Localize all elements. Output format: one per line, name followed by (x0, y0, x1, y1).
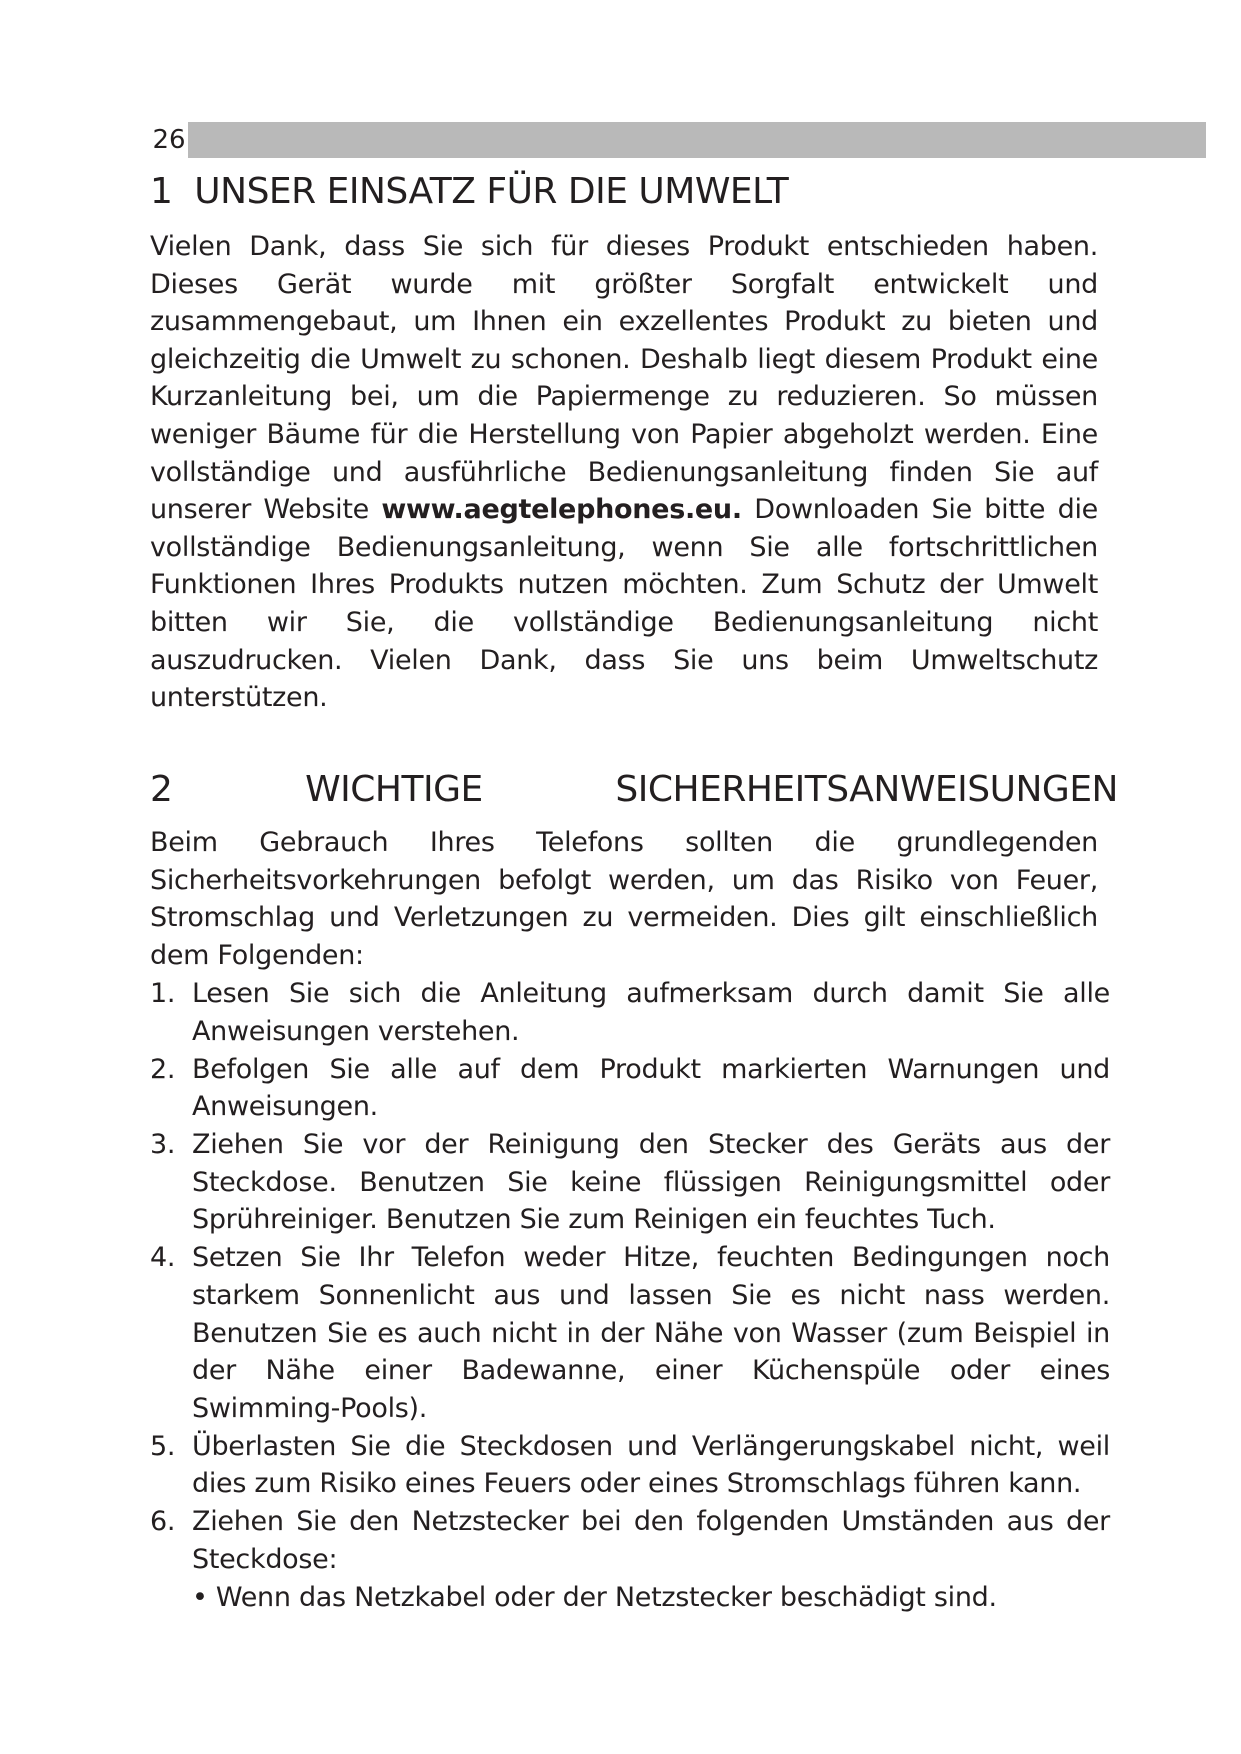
section-2-title-word-2: SICHERHEITSANWEISUNGEN (615, 769, 1118, 810)
section-1-body (150, 228, 1098, 717)
section-2-intro: Beim Gebrauch Ihres Telefons sollten die grundlegenden Sicherheitsvorkehrungen befolgt werden, um das Risiko von Feuer, Stromschlag und Verletzungen zu vermeiden. Dies gilt einschließlich dem Folgenden: (150, 827, 1098, 971)
section-2-number: 2 (150, 769, 173, 810)
header-bar (150, 122, 1206, 158)
section-1-title: UNSER EINSATZ FÜR DIE UMWELT (194, 171, 789, 212)
list-item-text: Befolgen Sie alle auf dem Produkt markierten Warnungen und Anweisungen. (192, 1053, 1110, 1123)
list-item-number: 2. (150, 1053, 176, 1085)
section-1-text-before-link: Vielen Dank, dass Sie sich für dieses Produkt entschieden haben. Dieses Gerät wurde mit größter Sorgfalt entwickelt und zusammengebaut, um Ihnen ein exzellentes Produkt zu bieten und gleichzeitig die Umwelt zu schonen. Deshalb liegt diesem Produkt eine Kurzanleitung bei, um die Papiermenge zu reduzieren. So müssen weniger Bäume für die Herstellung von Papier abgeholzt werden. Eine vollständige und ausführliche Bedienungsanleitung finden Sie auf unserer Website (150, 231, 1098, 526)
list-item-text: Lesen Sie sich die Anleitung aufmerksam durch damit Sie alle Anweisungen verstehen. (192, 978, 1110, 1047)
list-item-number: 1. (150, 978, 176, 1009)
list-item-number: 3. (150, 1129, 176, 1161)
list-item (150, 1428, 1110, 1503)
list-item-text: Ziehen Sie vor der Reinigung den Stecker des Geräts aus der Steckdose. Benutzen Sie keine flüssigen Reinigungsmittel oder Sprühreiniger. Benutzen Sie zum Reinigen ein feuchtes Tuch. (192, 1129, 1110, 1236)
section-1-number: 1 (150, 171, 173, 212)
list-item-number: 5. (150, 1430, 176, 1462)
list-item (150, 1126, 1110, 1239)
section-2-title-word-1: WICHTIGE (305, 769, 483, 810)
list-item (150, 1503, 1110, 1578)
list-item-text: Setzen Sie Ihr Telefon weder Hitze, feuchten Bedingungen noch starkem Sonnenlicht aus und lassen Sie es nicht nass werden. Benutzen Sie es auch nicht in der Nähe von Wasser (zum Beispiel in der Nähe einer Badewanne, einer Küchenspüle oder eines Swimming-Pools). (192, 1242, 1110, 1424)
section-1-heading (150, 170, 1120, 214)
bullet-item: • Wenn das Netzkabel oder der Netzstecker beschädigt sind. (192, 1581, 997, 1613)
safety-instructions-list (150, 975, 1110, 1617)
list-item (150, 975, 1110, 1050)
list-item-text: Ziehen Sie den Netzstecker bei den folgenden Umständen aus der Steckdose: (192, 1506, 1110, 1575)
list-item-text: Überlasten Sie die Steckdosen und Verlängerungskabel nicht, weil dies zum Risiko eines Feuers oder eines Stromschlags führen kann. (192, 1430, 1110, 1500)
list-item (150, 1051, 1110, 1126)
section-1-text-after-link: Downloaden Sie bitte die vollständige Bedienungsanleitung, wenn Sie alle fortschrittlichen Funktionen Ihres Produkts nutzen möchten. Zum Schutz der Umwelt bitten wir Sie, die vollständige Bedienungsanleitung nicht auszudrucken. Vielen Dank, dass Sie uns beim Umweltschutz unterstützen. (150, 494, 1098, 714)
page-number: 26 (150, 122, 188, 158)
section-2-heading (150, 768, 1118, 812)
list-item-number: 6. (150, 1506, 176, 1538)
list-item (150, 1239, 1110, 1427)
website-link[interactable]: www.aegtelephones.eu. (381, 494, 742, 526)
list-item-number: 4. (150, 1242, 176, 1274)
